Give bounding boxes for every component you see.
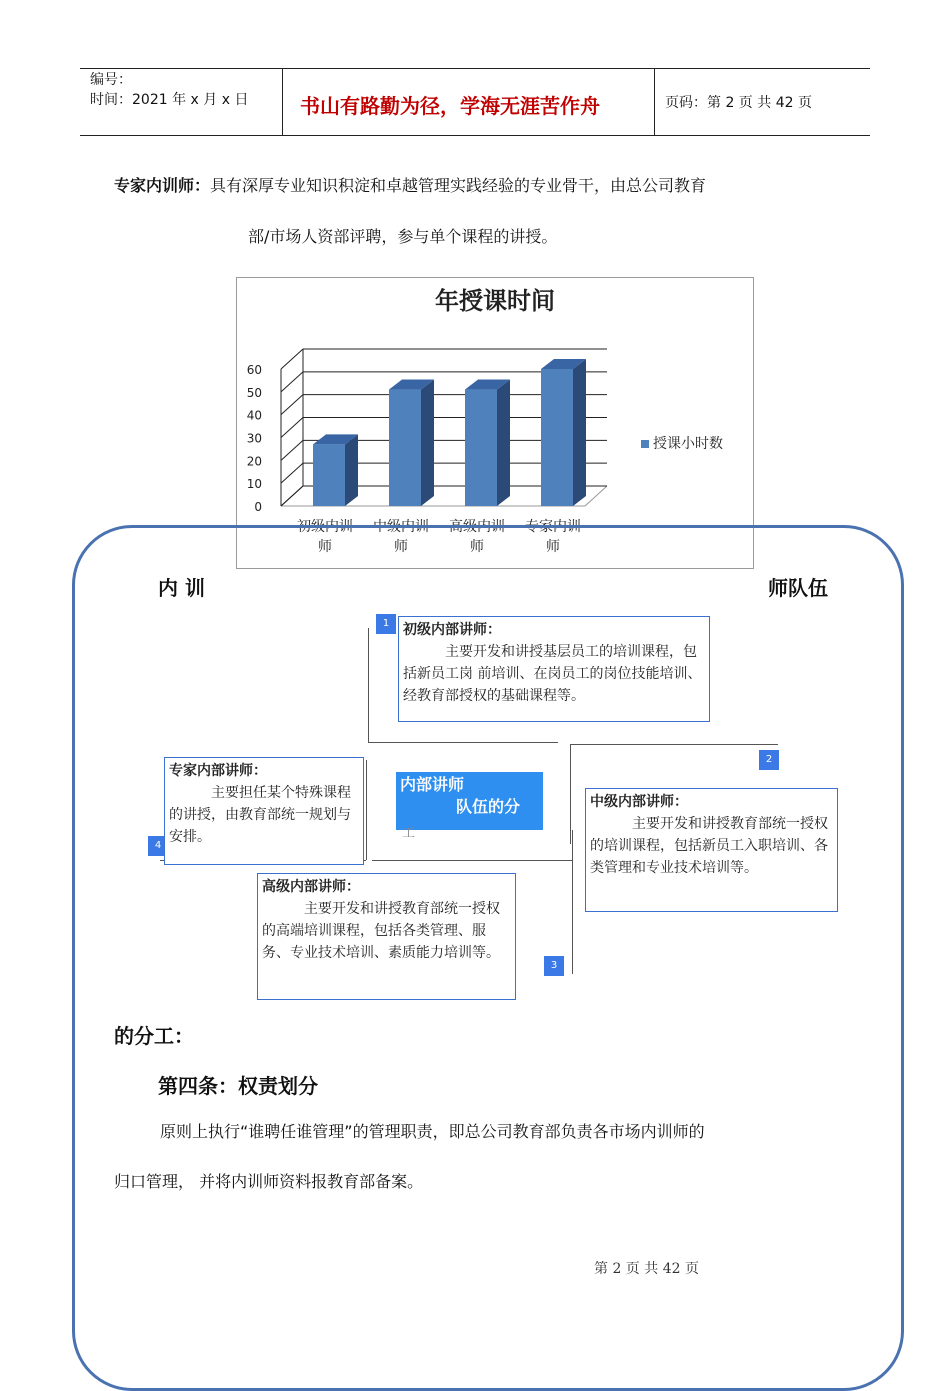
- node-text: 主要担任某个特殊课程的讲授，由教育部统一规划与安排。: [169, 785, 351, 845]
- intro-line-2: 部/市场人资部评聘，参与单个课程的讲授。: [248, 227, 558, 246]
- intro-term: 专家内训师：: [114, 176, 211, 195]
- article-line-1: 原则上执行“谁聘任谁管理”的管理职责，即总公司教育部负责各市场内训师的: [160, 1122, 705, 1141]
- side-grid-line: [281, 440, 303, 460]
- x-tick-label: 师: [318, 539, 332, 555]
- connector-line: [368, 628, 369, 743]
- node-senior-lecturer: [257, 873, 516, 1000]
- node-junior-lecturer: [398, 616, 710, 722]
- node-title: 初级内部讲师：: [403, 622, 501, 638]
- bar: [465, 390, 497, 506]
- article-line-2: 归口管理， 并将内训师资料报教育部备案。: [114, 1172, 424, 1191]
- intro-text-1: 具有深厚专业知识积淀和卓越管理实践经验的专业骨干，由总公司教育: [210, 176, 707, 195]
- x-tick-label: 师: [546, 539, 560, 555]
- y-tick-label: 40: [246, 408, 262, 423]
- side-grid-line: [281, 463, 303, 483]
- document-date: 时间：2021 年 x 月 x 日: [90, 92, 249, 108]
- x-tick-label: 中级内训: [373, 519, 429, 535]
- bar: [541, 369, 573, 506]
- y-tick-label: 0: [254, 500, 262, 514]
- node-number-badge: 4: [148, 836, 168, 856]
- legend-swatch: [641, 440, 649, 448]
- node-number-badge: 2: [759, 750, 779, 770]
- header-motto: 书山有路勤为径，学海无涯苦作舟: [300, 94, 600, 118]
- node-intermediate-lecturer: [585, 788, 838, 912]
- y-tick-label: 60: [246, 363, 262, 377]
- x-tick-label: 初级内训: [297, 519, 353, 535]
- intro-line-1: [114, 175, 854, 197]
- header-page-info: 页码：第 2 页 共 42 页: [665, 95, 812, 111]
- y-tick-label: 10: [246, 477, 262, 492]
- bar-side: [345, 434, 358, 506]
- node-number-badge: 1: [376, 614, 396, 634]
- bar-side: [421, 380, 434, 506]
- frame-heading-right: 师队伍: [768, 576, 828, 600]
- connector-line: [570, 744, 571, 844]
- x-tick-label: 师: [470, 539, 484, 555]
- connector-line: [572, 830, 573, 974]
- connector-line: [372, 860, 572, 861]
- side-grid-line: [281, 372, 303, 392]
- connector-line: [366, 760, 367, 860]
- side-grid-line: [281, 395, 303, 415]
- bar: [389, 390, 421, 506]
- y-tick-label: 50: [246, 385, 262, 400]
- bar-side: [497, 380, 510, 506]
- node-title: 中级内部讲师：: [590, 794, 688, 810]
- node-text: 主要开发和讲授教育部统一授权的高端培训课程，包括各类管理、服务、专业技术培训、素质能力培训等。: [262, 901, 500, 961]
- bar-side: [573, 359, 586, 506]
- connector-line: [368, 742, 558, 743]
- floor-right-edge: [585, 486, 607, 506]
- y-tick-label: 20: [246, 454, 262, 469]
- node-number-badge: 3: [544, 956, 564, 976]
- side-grid-line: [281, 349, 303, 369]
- article-heading: 第四条：权责划分: [158, 1074, 318, 1098]
- center-line-3: 工: [402, 826, 416, 841]
- side-grid-line: [281, 418, 303, 438]
- node-text: 主要开发和讲授教育部统一授权的培训课程，包括新员工入职培训、各类管理和专业技术培训等。: [590, 816, 828, 876]
- center-line-2: 队伍的分: [456, 797, 521, 816]
- connector-line: [570, 744, 778, 745]
- node-title: 专家内部讲师：: [169, 763, 267, 779]
- diagram-center-node: [396, 772, 543, 830]
- x-tick-label: 高级内训: [449, 519, 505, 535]
- frame-heading-left: 内 训: [158, 576, 205, 600]
- page-footer: 第 2 页 共 42 页: [594, 1261, 699, 1277]
- document-number-label: 编号：: [90, 72, 132, 88]
- chart-title: 年授课时间: [435, 287, 555, 315]
- bar: [313, 444, 345, 506]
- side-grid-line: [281, 486, 303, 506]
- y-tick-label: 30: [246, 431, 262, 446]
- center-line-1: 内部讲师: [400, 775, 465, 794]
- node-expert-lecturer: [164, 757, 364, 865]
- legend-label: 授课小时数: [653, 436, 723, 452]
- x-tick-label: 师: [394, 539, 408, 555]
- node-text: 主要开发和讲授基层员工的培训课程，包括新员工岗 前培训、在岗员工的岗位技能培训、经教育部授权的基础课程等。: [403, 644, 702, 704]
- node-title: 高级内部讲师：: [262, 879, 360, 895]
- diagram-tail-text: 的分工：: [114, 1024, 194, 1048]
- x-tick-label: 专家内训: [525, 519, 581, 535]
